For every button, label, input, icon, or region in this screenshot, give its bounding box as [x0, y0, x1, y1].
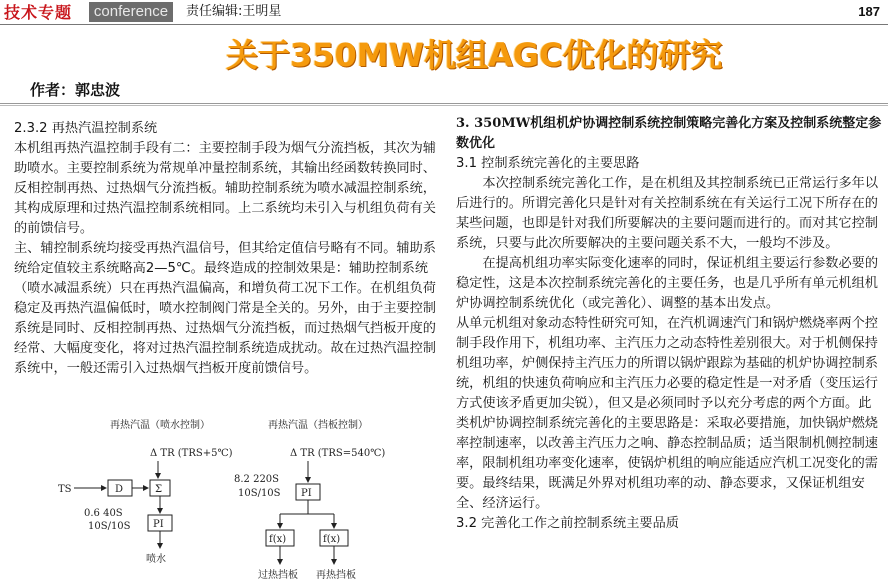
subheading-3-1: 3.1 控制系统完善化的主要思路 [456, 156, 640, 171]
block-fx-1-label: f(x) [269, 534, 287, 545]
right-figure-caption: 再热汽温（挡板控制） [268, 420, 368, 431]
left-figure-caption: 再热汽温（喷水控制） [110, 420, 210, 431]
block-pi-right-label: PI [301, 488, 312, 499]
subheading-3-2: 3.2 完善化工作之前控制系统主要品质 [456, 516, 679, 531]
section-heading-2-3-2: 2.3.2 再热汽温控制系统 [14, 121, 158, 136]
right-param-2: 10S/10S [238, 488, 281, 499]
right-output-2: 再热挡板 [316, 570, 356, 581]
control-block-diagrams [58, 416, 428, 586]
paragraph: 在提高机组功率实际变化速率的同时，保证机组主要运行参数必要的稳定性，这是本次控制系统完善化的主要任务，也是几乎所有单元机组机炉协调控制系统优化（或完善化）、调整的基本出发点。 [456, 256, 879, 311]
section-heading-3: 3. 350MW机组机炉协调控制系统控制策略完善化方案及控制系统整定参数优化 [456, 116, 882, 151]
right-setpoint-label: Δ TR (TRS=540℃) [290, 448, 386, 459]
header-divider [0, 24, 888, 25]
left-param-1: 0.6 40S [84, 508, 123, 519]
article-title: 关于350MW机组AGC优化的研究 [226, 36, 723, 74]
control-diagrams [58, 416, 428, 586]
title-divider [0, 103, 888, 106]
right-output-1: 过热挡板 [258, 570, 298, 581]
conference-label: conference [89, 2, 173, 22]
paragraph: 从单元机组对象动态特性研究可知，在汽机调速汽门和锅炉燃烧率两个控制手段作用下，机组功率、主汽压力之动态特性差别很大。对于机侧保持机组功率，炉侧保持主汽压力的所谓以锅炉跟踪为基础的机炉协调控制系统，机组的快速负荷响应和主汽压力必要的稳定性是一对矛盾（变压运行方式使该矛盾更加尖锐），但又是必须同时予以充分考虑的两个方面。此类机炉协调控制系统完善化的主要思路是：采取必要措施，加快锅炉燃烧率控制速率，以改善主汽压力之响、静态控制品质；适当限制机侧控制速率，限制机组功率变化速率，使锅炉机组的响应能适应汽机工况变化的需要。最终结果，既满足外界对机组功率的动、静态要求，又保证机组安全、经济运行。 [456, 316, 878, 511]
block-pi-left-label: PI [153, 519, 164, 530]
right-column [456, 114, 884, 534]
page-number: 187 [858, 4, 880, 19]
page-header [0, 0, 888, 26]
left-column [14, 119, 438, 379]
block-sum-label: Σ [155, 484, 163, 495]
article-author: 作者：郭忠波 [30, 81, 121, 99]
block-d-label: D [115, 484, 124, 495]
right-param-1: 8.2 220S [234, 474, 280, 485]
left-setpoint-label: Δ TR (TRS+5℃) [150, 448, 233, 459]
left-output-label: 喷水 [146, 554, 166, 565]
paragraph: 本机组再热汽温控制手段有二：主要控制手段为烟气分流挡板，其次为辅助喷水。主要控制系统为常规单冲量控制系统，其输出经函数转换同时、反相控制再热、过热烟气分流挡板。辅助控制系统为喷水减温控制系统，其构成原理和过热汽温控制系统相同。上二系统均未引入与机组负荷有关的前馈信号。 [14, 141, 436, 236]
editor-credit: 责任编辑:王明星 [186, 4, 282, 19]
paragraph: 主、辅控制系统均接受再热汽温信号，但其给定值信号略有不同。辅助系统给定值较主系统略高2—5℃。最终造成的控制效果是：辅助控制系统（喷水减温系统）只在再热汽温偏高，和增负荷工况下工作。在机组负荷稳定及再热汽温偏低时，喷水控制阀门常是全关的。另外，由于主要控制系统是同时、反相控制再热、过热烟气分流挡板，而过热烟气挡板开度的经常、大幅度变化，将对过热汽温控制系统造成扰动。故在过热汽温控制系统中，一般还需引入过热烟气挡板开度前馈信号。 [14, 241, 436, 376]
block-fx-2-label: f(x) [323, 534, 341, 545]
paragraph: 本次控制系统完善化工作，是在机组及其控制系统已正常运行多年以后进行的。所谓完善化只是针对有关控制系统在有关运行工况下所存在的某些问题，也即是针对我们所要解决的主要问题而进行的。而对其它控制系统，只要与此次所要解决的主要问题关系不大，一般均不涉及。 [456, 176, 879, 251]
left-input-label: TS [58, 484, 72, 495]
left-param-2: 10S/10S [88, 521, 131, 532]
column-brand: 技术专题 [4, 2, 86, 23]
